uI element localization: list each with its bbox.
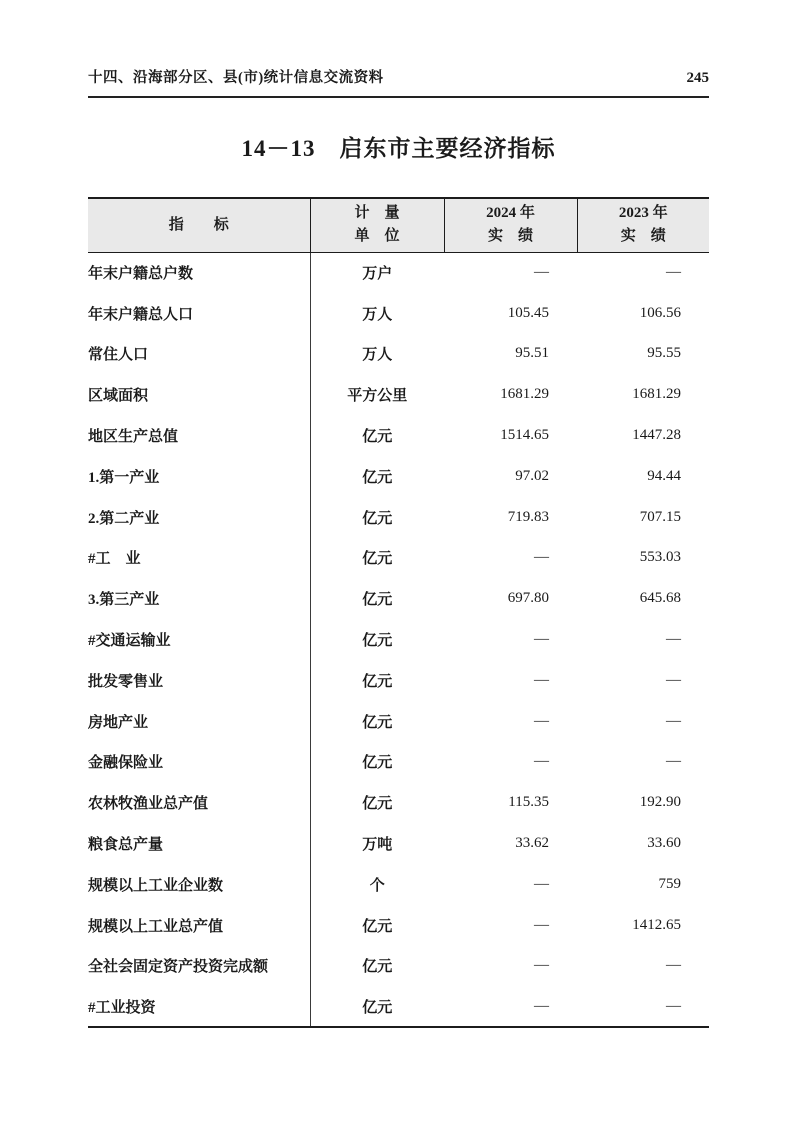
table-row [88, 946, 709, 987]
value-2024-cell: — [534, 916, 549, 933]
value-2024-cell: — [534, 264, 549, 281]
indicator-cell: 2.第二产业 [88, 497, 310, 538]
table-row [88, 619, 709, 660]
indicator-cell: 全社会固定资产投资完成额 [88, 946, 310, 987]
indicator-cell: 常住人口 [88, 334, 310, 375]
column-header-indicator: 指 标 [88, 198, 310, 252]
value-2024-cell: — [534, 712, 549, 729]
unit-cell: 万户 [362, 266, 393, 283]
table-row [88, 905, 709, 946]
value-2024-cell: — [534, 753, 549, 770]
indicator-cell: 批发零售业 [88, 660, 310, 701]
value-2024-cell: — [534, 631, 549, 648]
value-2024-cell: 115.35 [508, 794, 549, 811]
value-2023-cell: — [666, 264, 681, 281]
unit-cell: 个 [369, 877, 385, 894]
value-2024-cell: 33.62 [515, 835, 549, 852]
indicator-cell: 房地产业 [88, 701, 310, 742]
value-2023-cell: — [666, 753, 681, 770]
unit-cell: 万吨 [362, 837, 393, 854]
value-2023-cell: 95.55 [647, 345, 681, 362]
value-2024-cell: 97.02 [515, 467, 549, 484]
table-row [88, 374, 709, 415]
table-row [88, 823, 709, 864]
indicator-cell: 1.第一产业 [88, 456, 310, 497]
column-header-unit: 计 量 单 位 [310, 198, 444, 252]
value-2023-cell: 553.03 [639, 549, 681, 566]
indicator-cell: #交通运输业 [88, 619, 310, 660]
running-head [88, 0, 709, 87]
indicator-cell: 年末户籍总人口 [88, 293, 310, 334]
table-row [88, 497, 709, 538]
value-2023-cell: — [666, 712, 681, 729]
statistics-table [88, 197, 709, 1028]
value-2023-cell: — [666, 671, 681, 688]
table-row [88, 538, 709, 579]
table-header [88, 198, 709, 252]
value-2023-cell: 707.15 [639, 508, 681, 525]
value-2024-cell: 1514.65 [500, 427, 549, 444]
indicator-cell: 区域面积 [88, 374, 310, 415]
unit-cell: 亿元 [362, 714, 393, 731]
unit-cell: 亿元 [362, 551, 393, 568]
column-header-2024: 2024 年 实 绩 [444, 198, 577, 252]
unit-cell: 亿元 [362, 796, 393, 813]
table-row [88, 660, 709, 701]
value-2023-cell: — [666, 631, 681, 648]
value-2023-cell: 1447.28 [632, 427, 681, 444]
table-row [88, 252, 709, 293]
indicator-cell: 金融保险业 [88, 742, 310, 783]
table-title: 14－13 启东市主要经济指标 [241, 136, 556, 161]
table-row [88, 864, 709, 905]
table-row [88, 782, 709, 823]
indicator-cell: 规模以上工业总产值 [88, 905, 310, 946]
unit-cell: 亿元 [362, 999, 393, 1016]
value-2023-cell: — [666, 997, 681, 1014]
indicator-cell: #工业投资 [88, 986, 310, 1027]
running-head-title: 十四、沿海部分区、县(市)统计信息交流资料 [88, 70, 384, 86]
table-row [88, 415, 709, 456]
page-number: 245 [686, 70, 709, 86]
indicator-cell: #工 业 [88, 538, 310, 579]
value-2024-cell: — [534, 997, 549, 1014]
unit-cell: 亿元 [362, 959, 393, 976]
indicator-cell: 3.第三产业 [88, 578, 310, 619]
value-2023-cell: 759 [658, 875, 681, 892]
unit-cell: 平方公里 [347, 388, 408, 405]
page-content [88, 0, 709, 1028]
table-row [88, 578, 709, 619]
table-row [88, 334, 709, 375]
value-2023-cell: 192.90 [639, 794, 681, 811]
value-2023-cell: 33.60 [647, 835, 681, 852]
value-2024-cell: 105.45 [507, 304, 549, 321]
table-body [88, 252, 709, 1027]
value-2024-cell: — [534, 875, 549, 892]
indicator-cell: 农林牧渔业总产值 [88, 782, 310, 823]
value-2024-cell: — [534, 671, 549, 688]
running-head-rule [88, 96, 709, 98]
indicator-cell: 粮食总产量 [88, 823, 310, 864]
value-2023-cell: — [666, 957, 681, 974]
value-2023-cell: 1681.29 [632, 386, 681, 403]
value-2023-cell: 645.68 [639, 590, 681, 607]
indicator-cell: 地区生产总值 [88, 415, 310, 456]
table-row [88, 701, 709, 742]
value-2023-cell: 106.56 [639, 304, 681, 321]
table-header-row [88, 198, 709, 252]
table-row [88, 293, 709, 334]
value-2024-cell: — [534, 549, 549, 566]
value-2024-cell: 719.83 [507, 508, 549, 525]
table-row [88, 456, 709, 497]
value-2023-cell: 94.44 [647, 467, 681, 484]
unit-cell: 亿元 [362, 755, 393, 772]
indicator-cell: 年末户籍总户数 [88, 252, 310, 293]
unit-cell: 万人 [362, 347, 393, 364]
table-row [88, 742, 709, 783]
unit-cell: 亿元 [362, 429, 393, 446]
value-2024-cell: — [534, 957, 549, 974]
value-2024-cell: 1681.29 [500, 386, 549, 403]
unit-cell: 亿元 [362, 469, 393, 486]
value-2024-cell: 697.80 [507, 590, 549, 607]
value-2023-cell: 1412.65 [632, 916, 681, 933]
column-header-2023: 2023 年 实 绩 [577, 198, 709, 252]
table-row [88, 986, 709, 1027]
unit-cell: 万人 [362, 306, 393, 323]
unit-cell: 亿元 [362, 673, 393, 690]
unit-cell: 亿元 [362, 510, 393, 527]
indicator-cell: 规模以上工业企业数 [88, 864, 310, 905]
unit-cell: 亿元 [362, 592, 393, 609]
value-2024-cell: 95.51 [515, 345, 549, 362]
unit-cell: 亿元 [362, 918, 393, 935]
unit-cell: 亿元 [362, 633, 393, 650]
